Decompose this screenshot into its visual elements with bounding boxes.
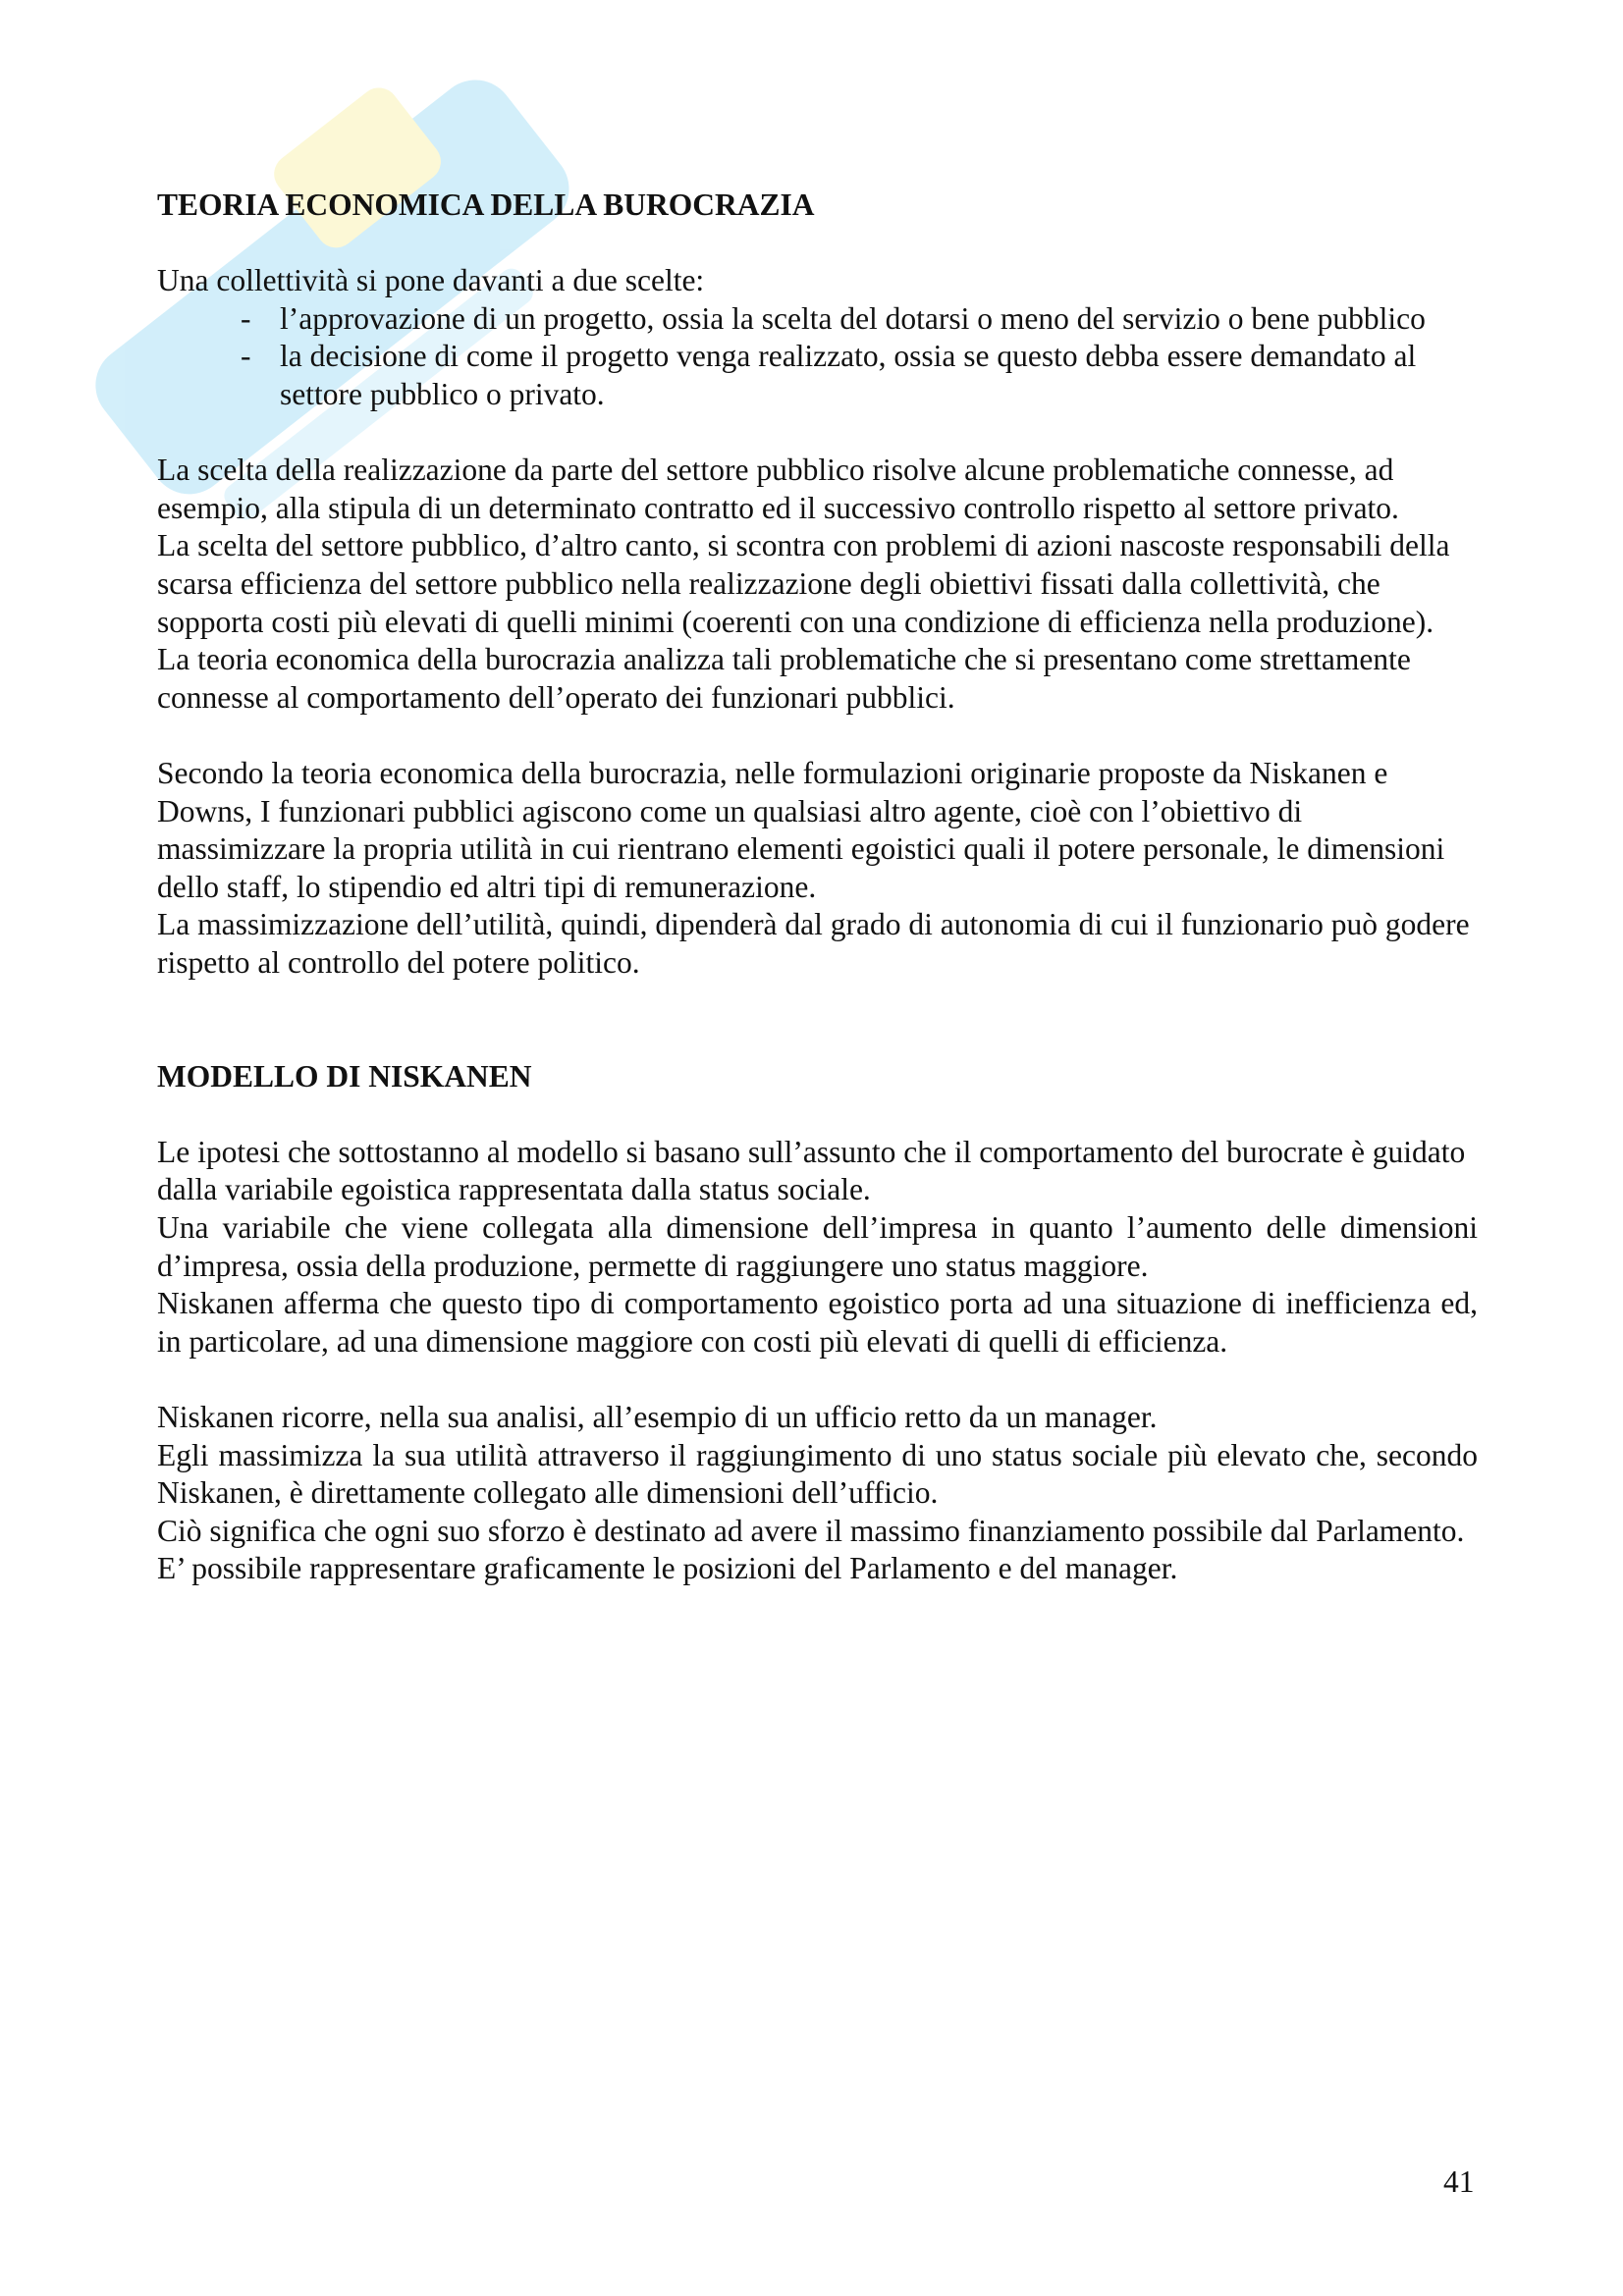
paragraph: Niskanen ricorre, nella sua analisi, all’esempio di un ufficio retto da un manager. [157,1400,1158,1434]
paragraph: Ciò significa che ogni suo sforzo è destinato ad avere il massimo finanziamento possibile dal Parlamento. [157,1513,1465,1548]
list-item: - l’approvazione di un progetto, ossia la scelta del dotarsi o meno del servizio o bene pubblico [280,300,1478,339]
paragraph: La teoria economica della burocrazia analizza tali problematiche che si presentano come strettamente connesse al comportamento dell’operato dei funzionari pubblici. [157,642,1411,715]
paragraph: La scelta della realizzazione da parte del settore pubblico risolve alcune problematiche connesse, ad esempio, alla stipula di un determinato contratto ed il successivo controllo rispetto al settore privato. [157,453,1399,525]
paragraph: Secondo la teoria economica della burocrazia, nelle formulazioni originarie proposte da Niskanen e Downs, I funzionari pubblici agiscono come un qualsiasi altro agente, cioè con l’obiettivo di massimizzare la propria utilità in cui rientrano elementi egoistici quali il potere personale, le dimensioni dello staff, lo stipendio ed altri tipi di remunerazione. [157,755,1445,904]
paragraph: Egli massimizza la sua utilità attraverso il raggiungimento di uno status sociale più elevato che, secondo Niskanen, è direttamente collegato alle dimensioni dell’ufficio. [157,1437,1478,1511]
section-title-niskanen: MODELLO DI NISKANEN [157,1058,532,1094]
paragraph: La massimizzazione dell’utilità, quindi, dipenderà dal grado di autonomia di cui il funzionario può godere rispetto al controllo del potere politico. [157,907,1470,980]
paragraph: Niskanen afferma che questo tipo di comportamento egoistico porta ad una situazione di inefficienza ed, in particolare, ad una dimensione maggiore con costi più elevati di quelli di efficienza. [157,1286,1478,1359]
paragraph: Le ipotesi che sottostanno al modello si basano sull’assunto che il comportamento del burocrate è guidato dalla variabile egoistica rappresentata dalla status sociale. [157,1134,1466,1207]
paragraph: La scelta del settore pubblico, d’altro canto, si scontra con problemi di azioni nascoste responsabili della scarsa efficienza del settore pubblico nella realizzazione degli obiettivi fissati dalla collettività, che sopporta costi più elevati di quelli minimi (coerenti con una condizione di efficienza nella produzione). [157,528,1450,639]
paragraph: Una variabile che viene collegata alla dimensione dell’impresa in quanto l’aumento delle dimensioni d’impresa, ossia della produzione, permette di raggiungere uno status maggiore. [157,1210,1478,1283]
intro-paragraph: Una collettività si pone davanti a due scelte: [157,263,705,298]
page-number: 41 [1443,2164,1475,2199]
document-page [157,187,1478,1588]
list-item: - la decisione di come il progetto venga realizzato, ossia se questo debba essere demandato al settore pubblico o privato. [280,338,1478,413]
paragraph: E’ possibile rappresentare graficamente le posizioni del Parlamento e del manager. [157,1551,1178,1586]
choices-list [157,300,1478,414]
section-title-burocrazia: TEORIA ECONOMICA DELLA BUROCRAZIA [157,187,815,222]
